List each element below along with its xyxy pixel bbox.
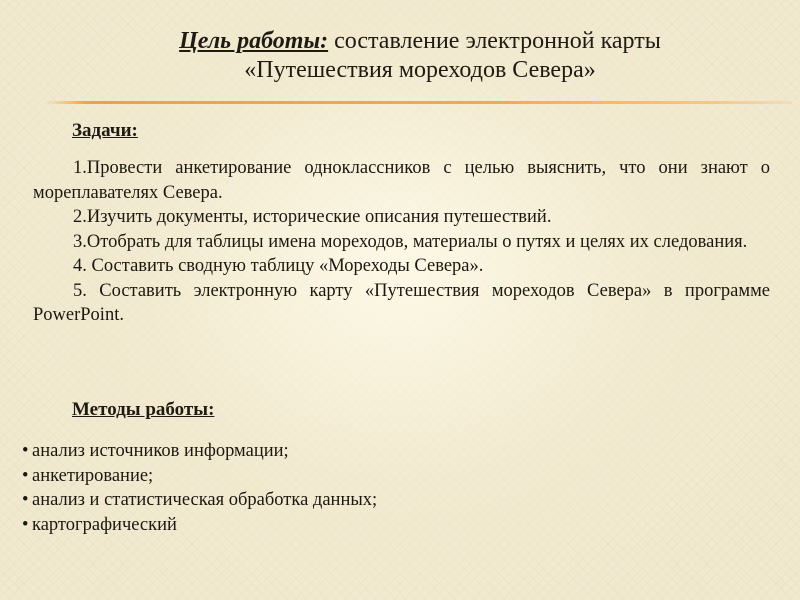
task-item: 1.Провести анкетирование одноклассников с целью выяснить, что они знают о мореплавателях Севера.	[33, 158, 770, 203]
tasks-heading: Задачи:	[72, 120, 138, 141]
task-item: 2.Изучить документы, исторические описания путешествий.	[73, 207, 552, 227]
methods-heading: Методы работы:	[72, 399, 215, 420]
bullet-icon: •	[22, 514, 29, 535]
title-divider	[44, 101, 792, 104]
method-text: анализ и статистическая обработка данных;	[32, 490, 378, 510]
bullet-icon: •	[22, 465, 29, 486]
tasks-list	[33, 156, 770, 328]
method-text: картографический	[32, 514, 177, 535]
method-text: анкетирование;	[32, 465, 154, 486]
method-item	[22, 439, 377, 464]
bullet-icon: •	[22, 490, 29, 510]
title-line-2: «Путешествия мореходов Севера»	[244, 57, 596, 83]
title-label: Цель работы:	[179, 28, 329, 54]
task-item: 5. Составить электронную карту «Путешествия мореходов Севера» в программе PowerPoint.	[33, 280, 770, 325]
title-text: составление электронной карты	[328, 28, 661, 54]
task-item: 3.Отобрать для таблицы имена мореходов, материалы о путях и целях их следования.	[73, 231, 748, 252]
title-line-1	[60, 27, 780, 56]
bullet-icon: •	[22, 441, 29, 461]
method-item	[22, 464, 377, 489]
method-item	[22, 513, 377, 538]
slide-title	[60, 27, 780, 85]
methods-list	[22, 439, 377, 537]
method-item	[22, 488, 377, 513]
task-item: 4. Составить сводную таблицу «Мореходы Севера».	[73, 256, 484, 276]
method-text: анализ источников информации;	[32, 441, 289, 461]
